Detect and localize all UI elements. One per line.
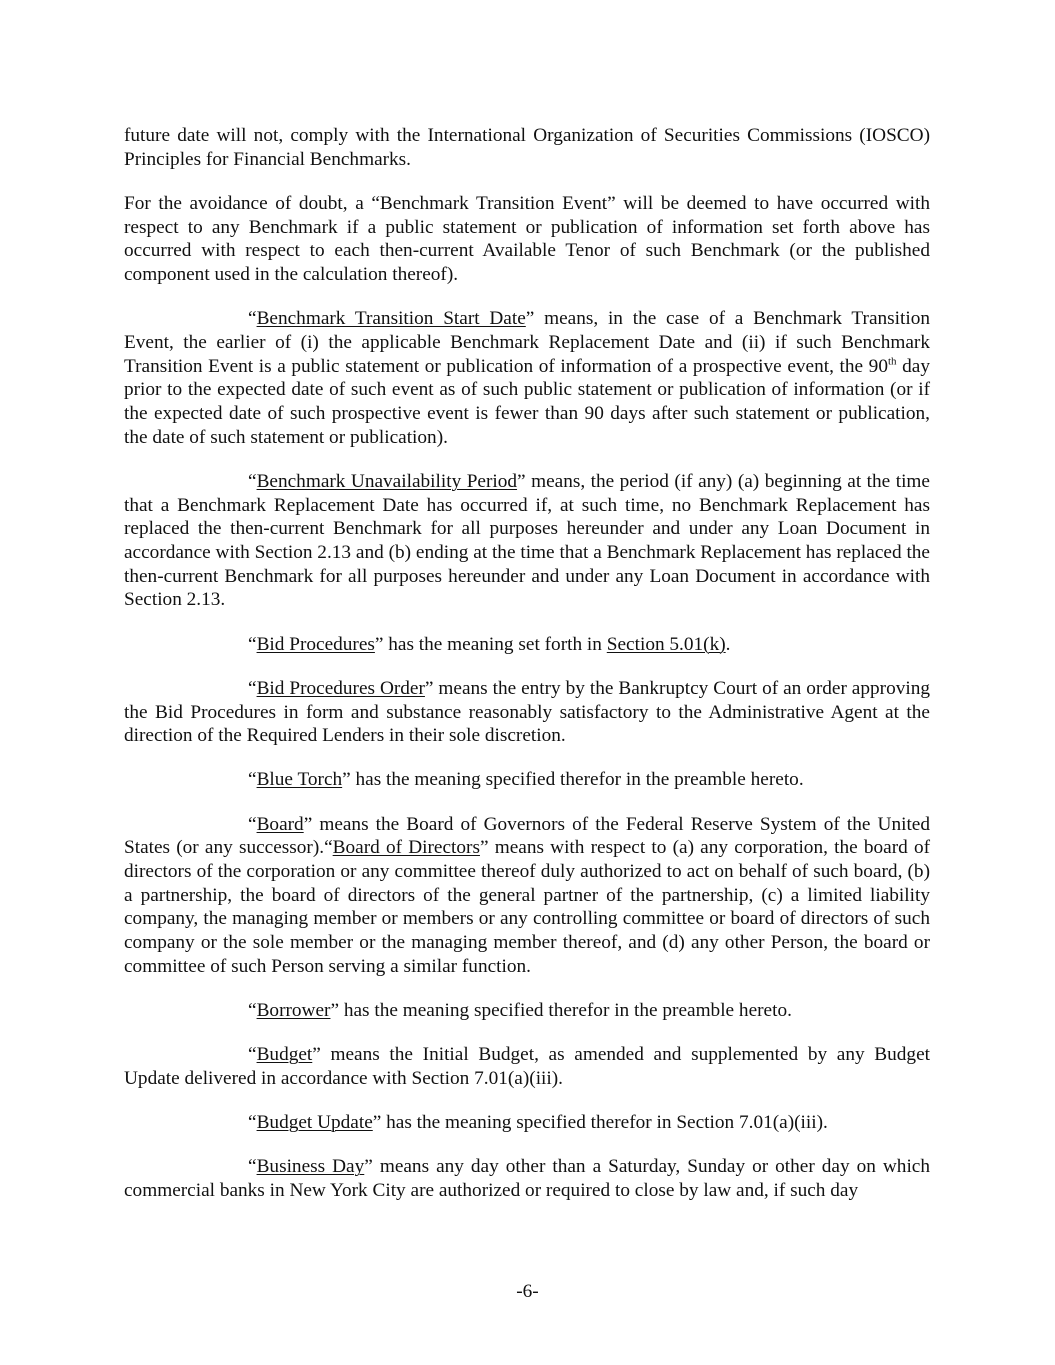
text-run: ” means, the period (if any) (a) beginning at the time that a Benchmark Replacement Date has occurred if, at such time, no Benchmark Replacement has replaced the then-current Benchmark for all purposes hereunder and under any Loan Document in accordance with Section 2.13 and (b) ending at the time that a Benchmark Replacement has replaced the then-current Benchmark for all purposes hereunder and under any Loan Document in accordance with Section 2.13. xyxy=(124,470,930,611)
text-run: “ xyxy=(248,633,257,655)
defined-term: Bid Procedures Order xyxy=(256,677,425,699)
definition-paragraph xyxy=(124,1111,930,1135)
defined-term: Blue Torch xyxy=(256,769,343,791)
text-run: ” has the meaning specified therefor in the preamble hereto. xyxy=(342,769,804,791)
text-run: “ xyxy=(248,813,257,835)
text-run: ” means, in the case of a Benchmark Transition Event, the earlier of (i) the applicable Benchmark Replacement Date and (ii) if such Benchmark Transition Event is a public statement or publication of information of a prospective event, the 90 xyxy=(124,308,930,377)
paragraph xyxy=(124,192,930,287)
text-run: ” has the meaning specified therefor in Section 7.01(a)(iii). xyxy=(372,1112,828,1134)
defined-term: Bid Procedures xyxy=(256,633,375,655)
text-run: . xyxy=(725,633,731,655)
defined-term: Borrower xyxy=(256,1000,331,1022)
text-run: “ xyxy=(248,1000,257,1022)
text-run: “ xyxy=(248,470,257,492)
text-run: ” has the meaning set forth in xyxy=(374,633,607,655)
text-run: future date will not, comply with the International Organization of Securities Commissions (IOSCO) Principles for Financial Benchmarks. xyxy=(124,125,930,170)
text-run: “ xyxy=(248,769,257,791)
defined-term: Section 5.01(k) xyxy=(606,633,726,655)
text-run: day prior to the expected date of such event as of such public statement or publication of information (or if the expected date of such prospective event is fewer than 90 days after such statement or publication, the date of such statement or publication). xyxy=(124,355,930,448)
document-body xyxy=(124,124,930,1223)
definition-paragraph xyxy=(124,999,930,1023)
defined-term: Benchmark Transition Start Date xyxy=(256,308,526,330)
defined-term: Board of Directors xyxy=(332,837,480,859)
text-run: “ xyxy=(248,1044,257,1066)
definition-paragraph xyxy=(124,633,930,657)
text-run: For the avoidance of doubt, a “Benchmark Transition Event” will be deemed to have occurred with respect to any Benchmark if a public statement or publication of information set forth above has occurred with respect to each then-current Available Tenor of such Benchmark (or the published component used in the calculation thereof). xyxy=(124,192,930,286)
definition-paragraph xyxy=(124,1043,930,1090)
text-run: ” means the Board of Governors of the Federal Reserve System of the United States (or any successor).“ xyxy=(124,813,930,859)
defined-term: Budget xyxy=(256,1044,313,1066)
defined-term: Business Day xyxy=(256,1156,365,1178)
defined-term: Benchmark Unavailability Period xyxy=(256,470,518,492)
paragraph xyxy=(124,124,930,171)
text-run: ” has the meaning specified therefor in the preamble hereto. xyxy=(330,1000,792,1022)
definition-paragraph xyxy=(124,470,930,612)
definition-paragraph xyxy=(124,768,930,792)
text-run: ” means any day other than a Saturday, Sunday or other day on which commercial banks in New York City are authorized or required to close by law and, if such day xyxy=(124,1156,930,1202)
definition-paragraph xyxy=(124,677,930,748)
text-run: “ xyxy=(248,1156,257,1178)
text-run: ” means the Initial Budget, as amended and supplemented by any Budget Update delivered in accordance with Section 7.01(a)(iii). xyxy=(124,1044,930,1089)
text-run: “ xyxy=(248,677,257,699)
defined-term: Board xyxy=(256,813,304,835)
superscript: th xyxy=(887,355,897,368)
text-run: ” means the entry by the Bankruptcy Court of an order approving the Bid Procedures in form and substance reasonably satisfactory to the Administrative Agent at the direction of the Required Lenders in their sole discretion. xyxy=(124,677,930,747)
text-run: “ xyxy=(248,1112,257,1134)
page-number: -6- xyxy=(516,1281,539,1302)
defined-term: Budget Update xyxy=(256,1112,373,1134)
definition-paragraph xyxy=(124,813,930,979)
text-run: “ xyxy=(248,308,257,330)
definition-paragraph xyxy=(124,307,930,449)
text-run: ” means with respect to (a) any corporation, the board of directors of the corporation or any committee thereof duly authorized to act on behalf of such board, (b) a partnership, the board of directors of the general partner of the partnership, (c) a limited liability company, the managing member or members or any controlling committee or board of directors of such company or the sole member or the managing member thereof, and (d) any other Person, the board or committee of such Person serving a similar function. xyxy=(124,837,931,977)
definition-paragraph xyxy=(124,1155,930,1202)
